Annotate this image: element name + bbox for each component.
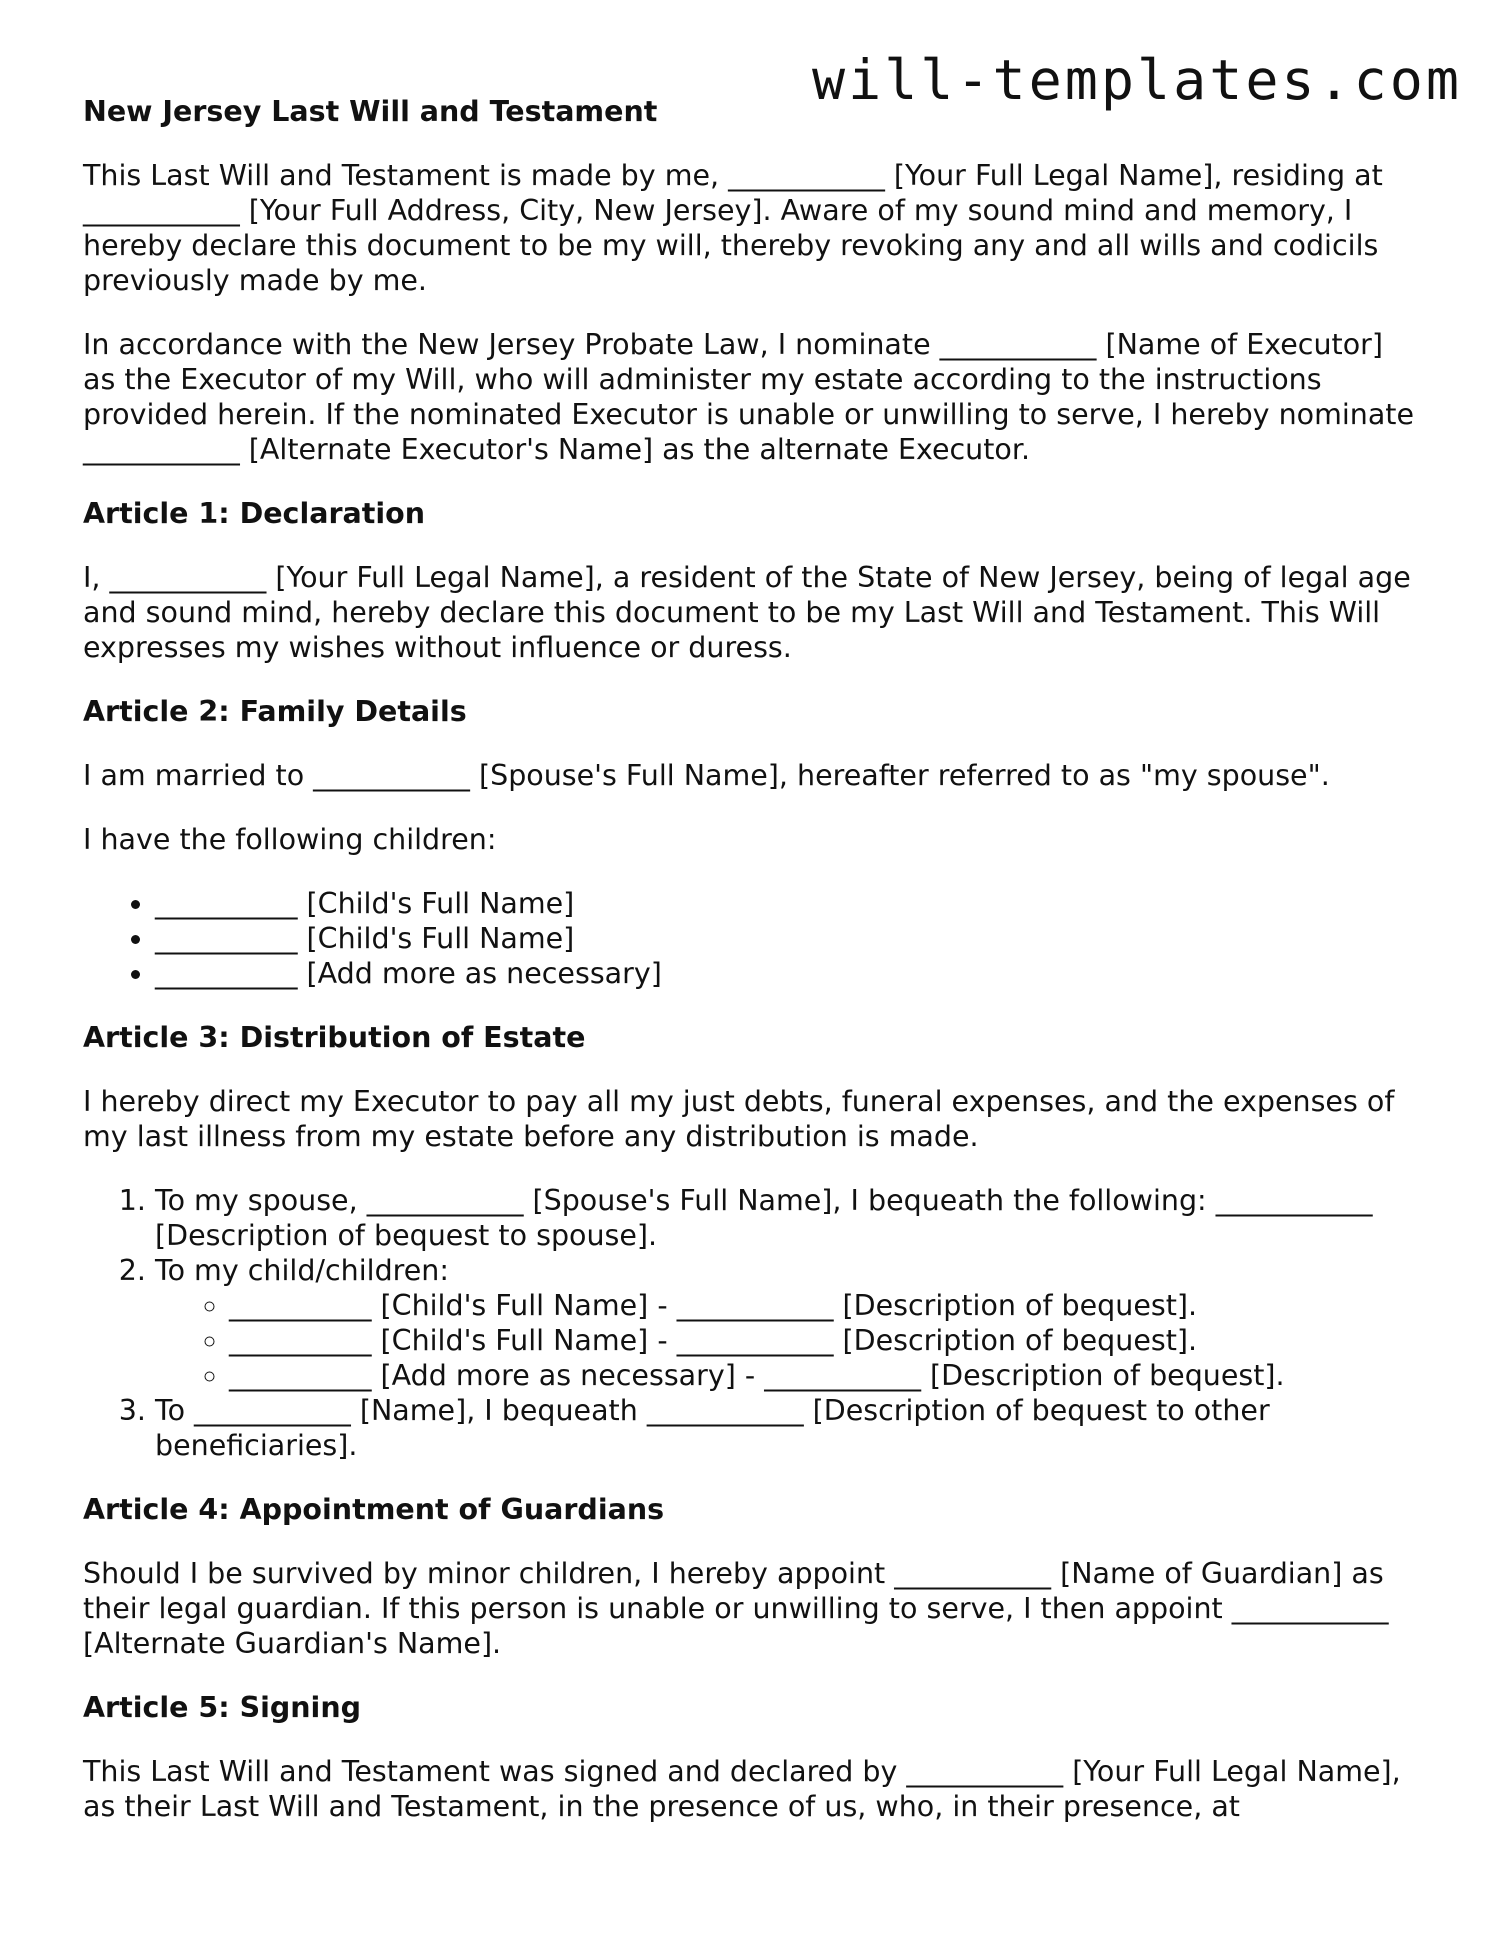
watermark: will-templates.com [811, 48, 1462, 112]
list-item: ◦ __________ [Child's Full Name] - ___________ [Description of bequest]. [229, 1288, 1423, 1323]
executor-paragraph: In accordance with the New Jersey Probate Law, I nominate ___________ [Name of Executor] as the Executor of my Will, who will administer my estate according to the instructions provided herein. If the nominated Executor is unable or unwilling to serve, I hereby nominate ___________ [Alternate Executor's Name] as the alternate Executor. [83, 328, 1415, 466]
article3-text: I hereby direct my Executor to pay all my just debts, funeral expenses, and the expenses of my last illness from my estate before any distribution is made. [83, 1085, 1395, 1153]
article5-text: This Last Will and Testament was signed and declared by ___________ [Your Full Legal Name], as their Last Will and Testament, in the presence of us, who, in their presence, at [83, 1755, 1401, 1823]
child-bequest-list [155, 1288, 1423, 1393]
article3-heading: Article 3: Distribution of Estate [83, 1021, 586, 1054]
list-item [155, 1253, 1423, 1393]
article4-text: Should I be survived by minor children, I hereby appoint ___________ [Name of Guardian] as their legal guardian. If this person is unable or unwilling to serve, I then appoint ___________ [Alternate Guardian's Name]. [83, 1557, 1389, 1660]
children-list [83, 886, 1423, 991]
list-item: 3. To ___________ [Name], I bequeath ___________ [Description of bequest to other beneficiaries]. [155, 1393, 1423, 1463]
document-body [83, 94, 1423, 1853]
list-item: 1. To my spouse, ___________ [Spouse's Full Name], I bequeath the following: ___________ [Description of bequest to spouse]. [155, 1183, 1423, 1253]
document-title: New Jersey Last Will and Testament [83, 95, 658, 128]
children-intro: I have the following children: [83, 823, 497, 856]
article1-text: I, ___________ [Your Full Legal Name], a resident of the State of New Jersey, being of legal age and sound mind, hereby declare this document to be my Last Will and Testament. This Will expresses my wishes without influence or duress. [83, 561, 1411, 664]
list-item: • __________ [Child's Full Name] [155, 921, 1423, 956]
article2-heading: Article 2: Family Details [83, 695, 467, 728]
article1-heading: Article 1: Declaration [83, 497, 425, 530]
list-item: ◦ __________ [Child's Full Name] - ___________ [Description of bequest]. [229, 1323, 1423, 1358]
article4-heading: Article 4: Appointment of Guardians [83, 1493, 665, 1526]
distribution-list [83, 1183, 1423, 1463]
article5-heading: Article 5: Signing [83, 1691, 362, 1724]
intro-paragraph: This Last Will and Testament is made by me, ___________ [Your Full Legal Name], residing at ___________ [Your Full Address, City, New Jersey]. Aware of my sound mind and memory, I hereby declare this document to be my will, thereby revoking any and all wills and codicils previously made by me. [83, 159, 1383, 297]
list-item: • __________ [Child's Full Name] [155, 886, 1423, 921]
list-item: ◦ __________ [Add more as necessary] - ___________ [Description of bequest]. [229, 1358, 1423, 1393]
spouse-paragraph: I am married to ___________ [Spouse's Full Name], hereafter referred to as "my spouse". [83, 759, 1330, 792]
list-item: • __________ [Add more as necessary] [155, 956, 1423, 991]
list-item-label: To my child/children: [155, 1254, 449, 1287]
